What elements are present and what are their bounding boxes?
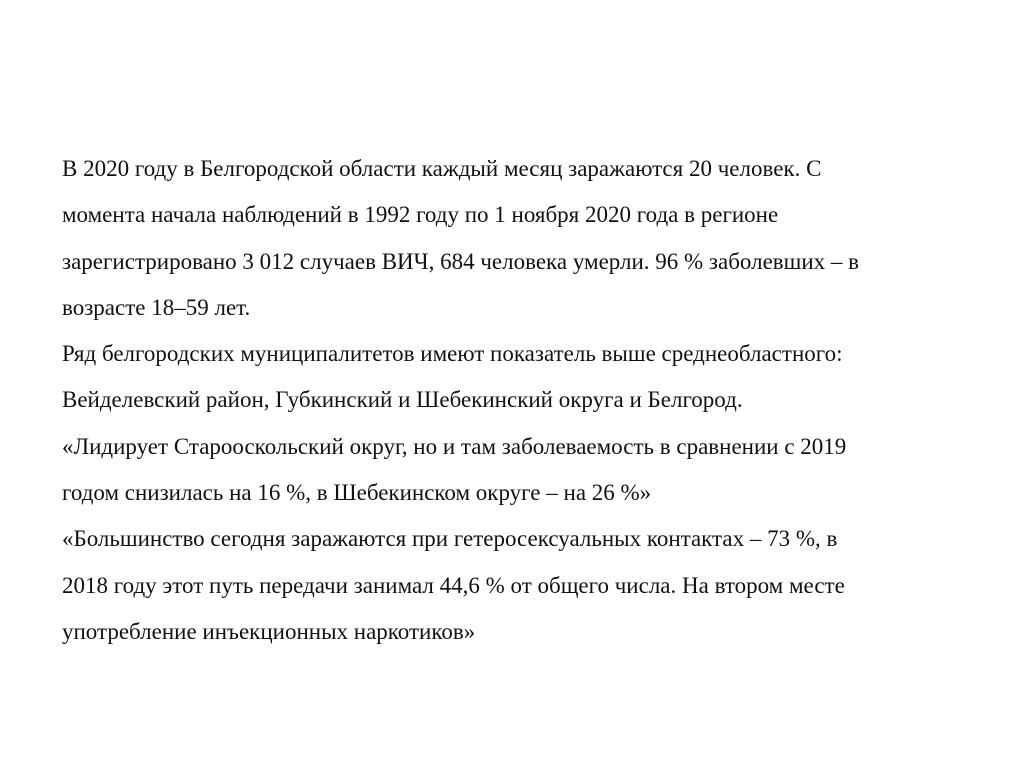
text-line: Вейделевский район, Губкинский и Шебекинский округа и Белгород. — [62, 387, 743, 413]
paragraph-quote-leader — [62, 424, 982, 517]
paragraph-municipalities — [62, 331, 982, 424]
text-line: «Большинство сегодня заражаются при гетеросексуальных контактах – 73 %, в — [62, 526, 838, 552]
text-line: зарегистрировано 3 012 случаев ВИЧ, 684 человека умерли. 96 % заболевших – в — [62, 248, 860, 274]
text-line: 2018 году этот путь передачи занимал 44,6 % от общего числа. На втором месте — [62, 572, 845, 598]
text-line: момента начала наблюдений в 1992 году по 1 ноября 2020 года в регионе — [62, 202, 779, 228]
text-line: возрасте 18–59 лет. — [62, 294, 251, 320]
paragraph-statistics — [62, 146, 982, 331]
text-line: В 2020 году в Белгородской области каждый месяц заражаются 20 человек. С — [62, 156, 822, 181]
paragraph-quote-transmission — [62, 516, 982, 655]
text-line: «Лидирует Старооскольский округ, но и там заболеваемость в сравнении с 2019 — [62, 433, 847, 459]
body-text — [62, 146, 982, 655]
text-line: Ряд белгородских муниципалитетов имеют показатель выше среднеобластного: — [62, 341, 843, 367]
text-line: годом снизилась на 16 %, в Шебекинском округе – на 26 %» — [62, 480, 652, 506]
text-line: употребление инъекционных наркотиков» — [62, 618, 476, 644]
